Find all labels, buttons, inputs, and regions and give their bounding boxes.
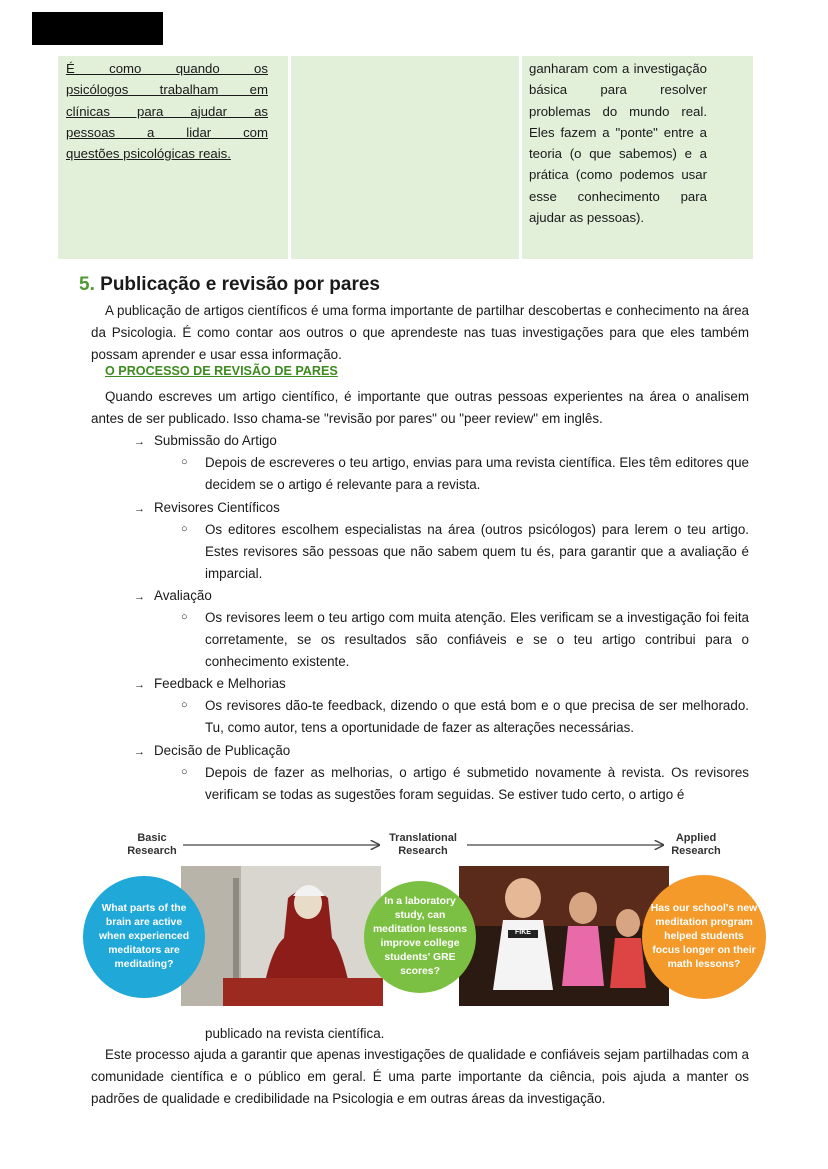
step-detail-text: Os revisores dão-te feedback, dizendo o que está bom e o que precisa de ser melhorado. Tu, como autor, tens a oportunidade de fazer as alterações necessárias. <box>205 698 749 735</box>
process-intro-paragraph: Quando escreves um artigo científico, é importante que outras pessoas experientes na área o analisem antes de ser publicado. Isso chama-se "revisão por pares" ou "peer review" em inglês. <box>91 389 749 426</box>
table-cell-middle <box>291 56 519 245</box>
circle-bullet-icon: ○ <box>181 456 188 468</box>
arrow-icon: → <box>134 436 145 448</box>
translational-research-question: In a laboratory study, can meditation lessons improve college students' GRE scores? <box>372 896 468 977</box>
arrow-icon: → <box>134 679 145 691</box>
step-detail <box>181 607 749 672</box>
step-detail-text: Depois de fazer as melhorias, o artigo é submetido novamente à revista. Os revisores verificam se todas as sugestões foram seguidas. Se estiver tudo certo, o artigo é <box>205 765 749 802</box>
circle-bullet-icon: ○ <box>181 611 188 623</box>
photo-meditator <box>181 866 383 1006</box>
redacted-header-block <box>32 12 163 45</box>
label-basic-research: Basic Research <box>127 832 177 857</box>
step-detail-continuation: publicado na revista científica. <box>205 1026 385 1041</box>
table-cell-right <box>522 56 753 259</box>
research-spectrum-figure <box>83 828 767 1010</box>
label-translational-research: Translational Research <box>389 832 457 857</box>
left-cell-line: pessoas a lidar com <box>66 124 268 140</box>
table-cell-left-bottom <box>58 245 288 259</box>
step-detail-text: Os revisores leem o teu artigo com muita atenção. Eles verificam se a investigação foi feita corretamente, se os resultados são confiáveis e se o teu artigo contribui para o conhecimento existente. <box>205 610 749 669</box>
section-heading <box>79 274 380 296</box>
step-item <box>134 430 277 454</box>
table-cell-middle-bottom <box>291 245 519 259</box>
closing-paragraph: Este processo ajuda a garantir que apenas investigações de qualidade e confiáveis sejam partilhadas com a comunidade científica e o público em geral. É uma parte importante da ciência, pois ajuda a manter os padrões de qualidade e credibilidade na Psicologia e em outras áreas da investigação. <box>91 1047 749 1106</box>
table-cell-left <box>58 56 288 245</box>
right-cell-text: ganharam com a investigação básica para resolver problemas do mundo real. Eles fazem a "ponte" entre a teoria (o que sabemos) e a prática (como podemos usar esse conhecimento para ajudar as pessoas). <box>529 61 707 226</box>
photo-children <box>459 866 669 1006</box>
step-detail <box>181 762 749 806</box>
step-title: Feedback e Melhorias <box>154 676 286 691</box>
section-title: Publicação e revisão por pares <box>100 274 380 295</box>
step-detail-text: Depois de escreveres o teu artigo, envias para uma revista científica. Eles têm editores que decidem se o artigo é relevante para a revista. <box>205 455 749 492</box>
step-item <box>134 497 280 521</box>
subheading: O PROCESSO DE REVISÃO DE PARES <box>105 364 338 378</box>
label-applied-research: Applied Research <box>671 832 721 857</box>
arrow-icon: → <box>134 591 145 603</box>
left-cell-line: questões psicológicas reais. <box>66 146 231 162</box>
step-title: Submissão do Artigo <box>154 433 277 448</box>
step-item <box>134 740 290 764</box>
step-item <box>134 585 212 609</box>
basic-research-question: What parts of the brain are active when experienced meditators are meditating? <box>98 903 190 970</box>
circle-bullet-icon: ○ <box>181 699 188 711</box>
left-cell-text <box>66 58 268 164</box>
step-detail <box>181 695 749 739</box>
step-title: Avaliação <box>154 588 212 603</box>
step-item <box>134 673 286 697</box>
left-cell-line: É como quando os <box>66 61 268 76</box>
arrow-icon: → <box>134 746 145 758</box>
intro-paragraph: A publicação de artigos científicos é uma forma importante de partilhar descobertas e conhecimento na área da Psicologia. É como contar aos outros o que aprendeste nas tuas investigações para que eles também possam aprender e usar essa informação. <box>91 303 749 362</box>
step-detail <box>181 452 749 496</box>
step-title: Decisão de Publicação <box>154 743 291 758</box>
arrow-icon: → <box>134 503 145 515</box>
left-cell-line: clínicas para ajudar as <box>66 103 268 119</box>
circle-bullet-icon: ○ <box>181 766 188 778</box>
step-title: Revisores Científicos <box>154 500 280 515</box>
shirt-text: FIKE <box>515 929 531 936</box>
circle-bullet-icon: ○ <box>181 523 188 535</box>
applied-research-question: Has our school's new meditation program helped students focus longer on their math lessons? <box>650 903 758 970</box>
step-detail-text: Os editores escolhem especialistas na área (outros psicólogos) para lerem o teu artigo. Estes revisores são pessoas que não sabem quem tu és, para garantir que a avaliação é imparcial. <box>205 522 749 581</box>
step-detail <box>181 519 749 584</box>
left-cell-line: psicólogos trabalham em <box>66 82 268 98</box>
section-number: 5. <box>79 274 95 295</box>
